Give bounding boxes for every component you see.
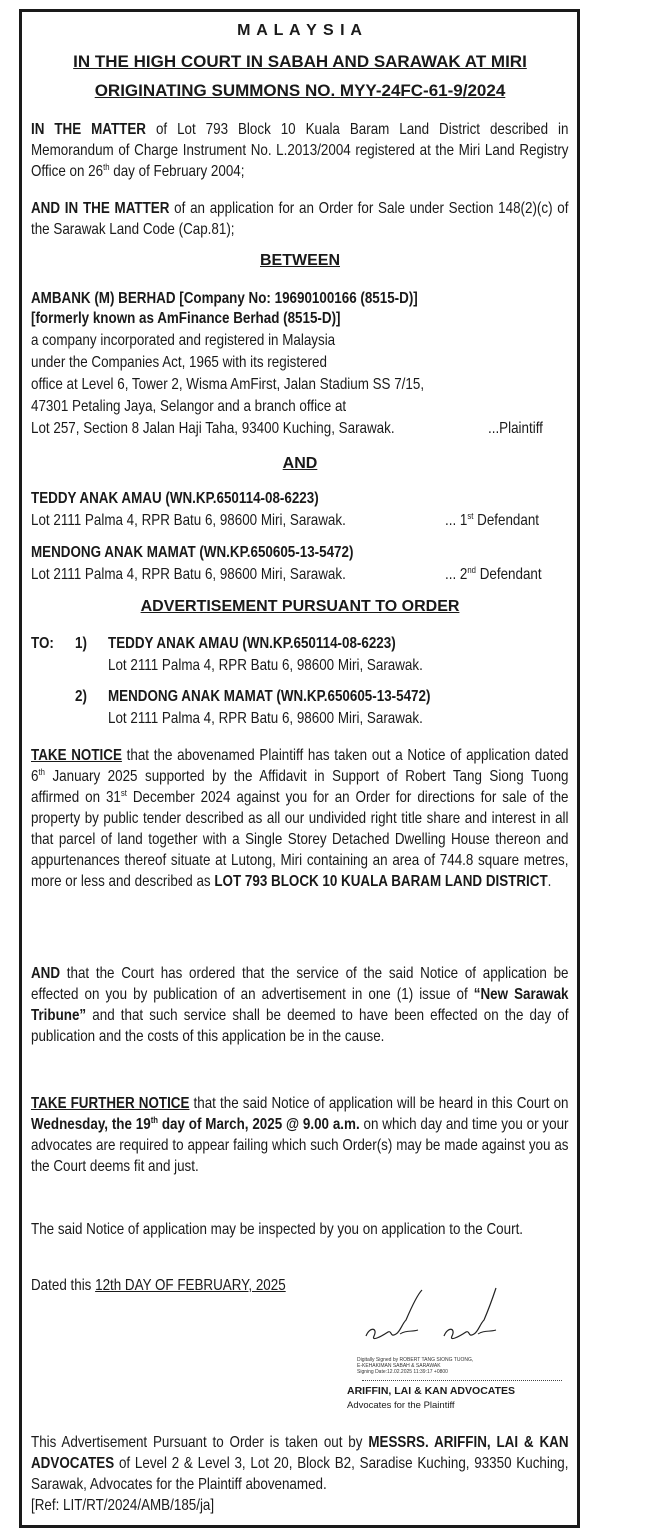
plaintiff-name: AMBANK (M) BERHAD [Company No: 19690100166 (8515-D)]: [31, 290, 418, 307]
country-heading: M A L A Y S I A: [237, 22, 363, 39]
defendant-1-address: Lot 2111 Palma 4, RPR Batu 6, 98600 Miri, Sarawak.: [31, 512, 346, 529]
defendant-2-role: ... 2nd Defendant: [445, 564, 542, 583]
signature-drawing: [360, 1286, 500, 1350]
summons-number: ORIGINATING SUMMONS NO. MYY-24FC-61-9/2024: [94, 81, 506, 100]
matter-paragraph-2: AND IN THE MATTER of an application for an Order for Sale under Section 148(2)(c) of the Sarawak Land Code (Cap.81);: [31, 200, 569, 238]
defendant-1-role: ... 1st Defendant: [445, 510, 540, 529]
advertisement-title: ADVERTISEMENT PURSUANT TO ORDER: [140, 598, 460, 615]
footer-reference: [Ref: LIT/RT/2024/AMB/185/ja]: [31, 1497, 215, 1514]
footer-paragraph: This Advertisement Pursuant to Order is taken out by MESSRS. ARIFFIN, LAI & KAN ADVOCATES of Level 2 & Level 3, Lot 20, Block B2, Saradise Kuching, 93350 Kuching, Sarawak, Advocates for the Plaintiff abovenamed.: [31, 1434, 569, 1493]
defendant-1-name: TEDDY ANAK AMAU (WN.KP.650114-08-6223): [31, 490, 319, 507]
plaintiff-role: ...Plaintiff: [488, 420, 543, 437]
digital-signature-line-2: E-KEHAKIMAN SABAH & SARAWAK: [357, 1363, 441, 1369]
recipient-2-address: Lot 2111 Palma 4, RPR Batu 6, 98600 Miri, Sarawak.: [108, 710, 423, 727]
plaintiff-address-line: office at Level 6, Tower 2, Wisma AmFirst, Jalan Stadium SS 7/15,: [31, 376, 425, 393]
recipient-1-address: Lot 2111 Palma 4, RPR Batu 6, 98600 Miri, Sarawak.: [108, 657, 423, 674]
defendant-2-name: MENDONG ANAK MAMAT (WN.KP.650605-13-5472): [31, 544, 354, 561]
digital-signature-line-3: Signing Date:12.02.2025 11:39:17 +0800: [357, 1369, 448, 1375]
firm-name: ARIFFIN, LAI & KAN ADVOCATES: [347, 1385, 515, 1397]
recipient-1-name: TEDDY ANAK AMAU (WN.KP.650114-08-6223): [108, 635, 396, 652]
defendant-2-address: Lot 2111 Palma 4, RPR Batu 6, 98600 Miri, Sarawak.: [31, 566, 346, 583]
plaintiff-address-line: 47301 Petaling Jaya, Selangor and a branch office at: [31, 398, 347, 415]
digital-signature-line-1: Digitally Signed by ROBERT TANG SIONG TUONG,: [357, 1357, 474, 1363]
take-notice-paragraph: TAKE NOTICE that the abovenamed Plaintiff has taken out a Notice of application dated 6th January 2025 supported by the Affidavit in Support of Robert Tang Siong Tuong affirmed on 31st December 2024 against you for an Order for directions for sale of the property by public tender described as all our undivided right title share and interest in all that parcel of land together with a Single Storey Detached Dwelling House thereon and appurtenances thereof situate at Lutong, Miri containing an area of 744.8 square metres, more or less and described as LOT 793 BLOCK 10 KUALA BARAM LAND DISTRICT.: [31, 747, 569, 890]
firm-role: Advocates for the Plaintiff: [347, 1400, 455, 1411]
inspection-paragraph: The said Notice of application may be inspected by you on application to the Court.: [31, 1221, 524, 1238]
plaintiff-address-line: a company incorporated and registered in Malaysia: [31, 332, 336, 349]
court-heading: IN THE HIGH COURT IN SABAH AND SARAWAK AT MIRI: [73, 52, 527, 71]
court-order-paragraph: AND that the Court has ordered that the service of the said Notice of application be effected on you by publication of an advertisement in one (1) issue of “New Sarawak Tribune” and that such service shall be deemed to have been effected on the day of publication and the costs of this application be in the cause.: [31, 965, 569, 1045]
further-notice-paragraph: TAKE FURTHER NOTICE that the said Notice of application will be heard in this Court on Wednesday, the 19th day of March, 2025 @ 9.00 a.m. on which day and time you or your advocates are required to appear failing which such Order(s) may be made against you as the Court deems fit and just.: [31, 1095, 569, 1175]
dated-line: Dated this 12th DAY OF FEBRUARY, 2025: [31, 1277, 286, 1294]
recipient-2-name: MENDONG ANAK MAMAT (WN.KP.650605-13-5472): [108, 688, 431, 705]
plaintiff-address-line: under the Companies Act, 1965 with its registered: [31, 354, 327, 371]
between-heading: BETWEEN: [260, 252, 340, 269]
plaintiff-address-line: Lot 257, Section 8 Jalan Haji Taha, 93400 Kuching, Sarawak.: [31, 420, 395, 437]
to-label: TO:: [31, 635, 54, 652]
and-heading: AND: [282, 455, 318, 472]
signature-dotted-line: [362, 1380, 562, 1381]
matter-paragraph-1: IN THE MATTER of Lot 793 Block 10 Kuala Baram Land District described in Memorandum of Charge Instrument No. L.2013/2004 registered at the Miri Land Registry Office on 26th day of February 2004;: [31, 121, 569, 180]
recipient-2-number: 2): [75, 688, 87, 705]
plaintiff-former-name: [formerly known as AmFinance Berhad (8515-D)]: [31, 310, 341, 327]
recipient-1-number: 1): [75, 635, 87, 652]
